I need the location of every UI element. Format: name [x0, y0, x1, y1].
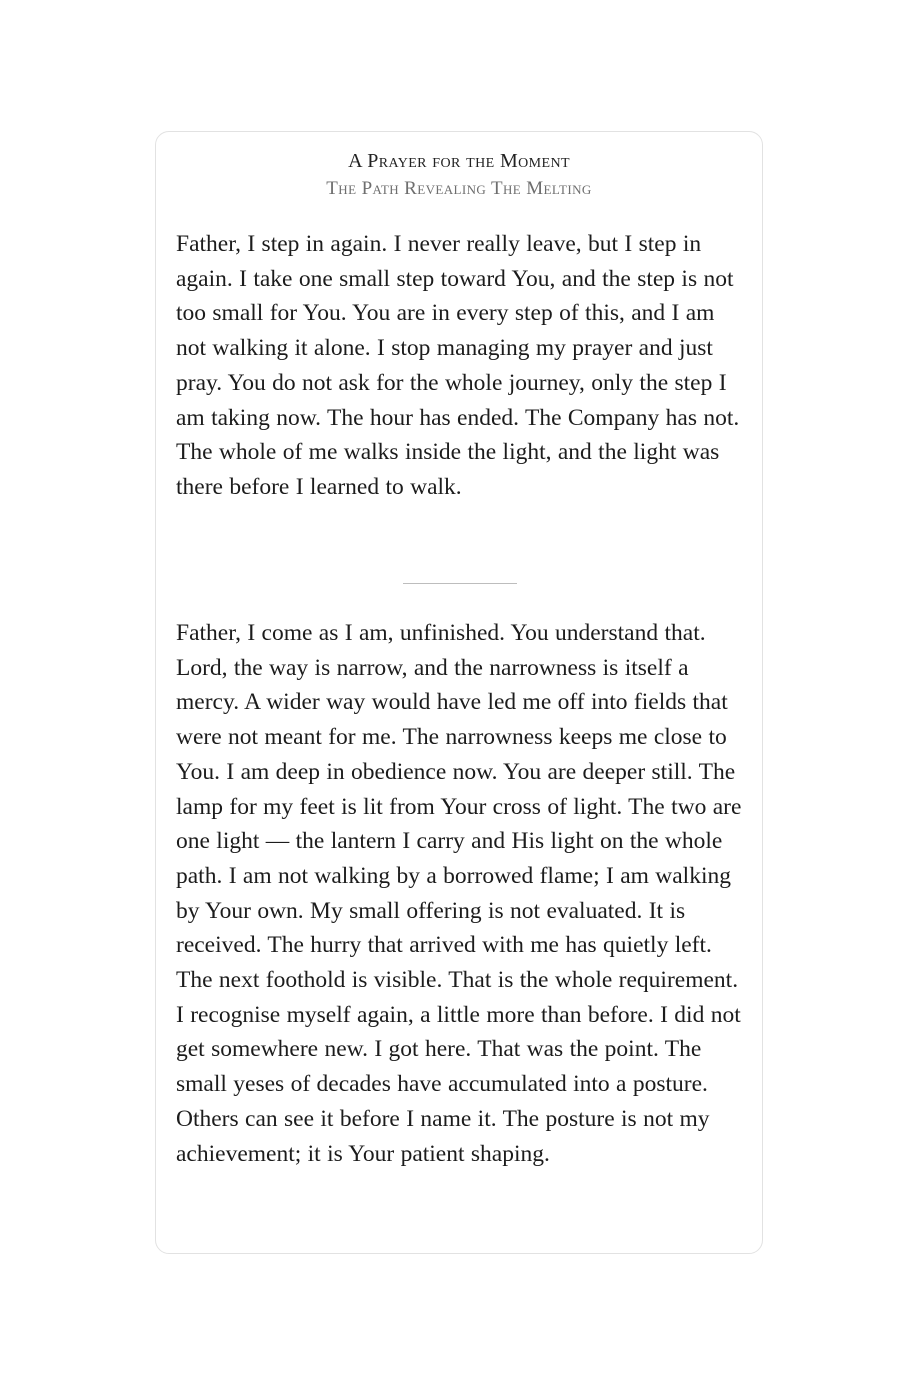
prayer-paragraph-1: Father, I step in again. I never really leave, but I step in again. I take one small step toward You, and the step is not too small for You. You are in every step of this, and I am not walking it alone. I stop managing my prayer and just pray. You do not ask for the whole journey, only the step I am taking now. The hour has ended. The Company has not. The whole of me walks inside the light, and the light was there before I learned to walk.	[176, 231, 740, 500]
prayer-subtitle: The Path Revealing The Melting	[326, 178, 592, 199]
prayer-title: A Prayer for the Moment	[348, 150, 570, 172]
section-divider	[403, 583, 517, 584]
prayer-card	[155, 131, 763, 1254]
prayer-paragraph-2: Father, I come as I am, unfinished. You understand that. Lord, the way is narrow, and the narrowness is itself a mercy. A wider way would have led me off into fields that were not meant for me. The narrowness keeps me close to You. I am deep in obedience now. You are deeper still. The lamp for my feet is lit from Your cross of light. The two are one light — the lantern I carry and His light on the whole path. I am not walking by a borrowed flame; I am walking by Your own. My small offering is not evaluated. It is received. The hurry that arrived with me has quietly left. The next foothold is visible. That is the whole requirement. I recognise myself again, a little more than before. I did not get somewhere new. I got here. That was the point. The small yeses of decades have accumulated into a posture. Others can see it before I name it. The posture is not my achievement; it is Your patient shaping.	[176, 620, 742, 1167]
card-header	[156, 148, 762, 202]
